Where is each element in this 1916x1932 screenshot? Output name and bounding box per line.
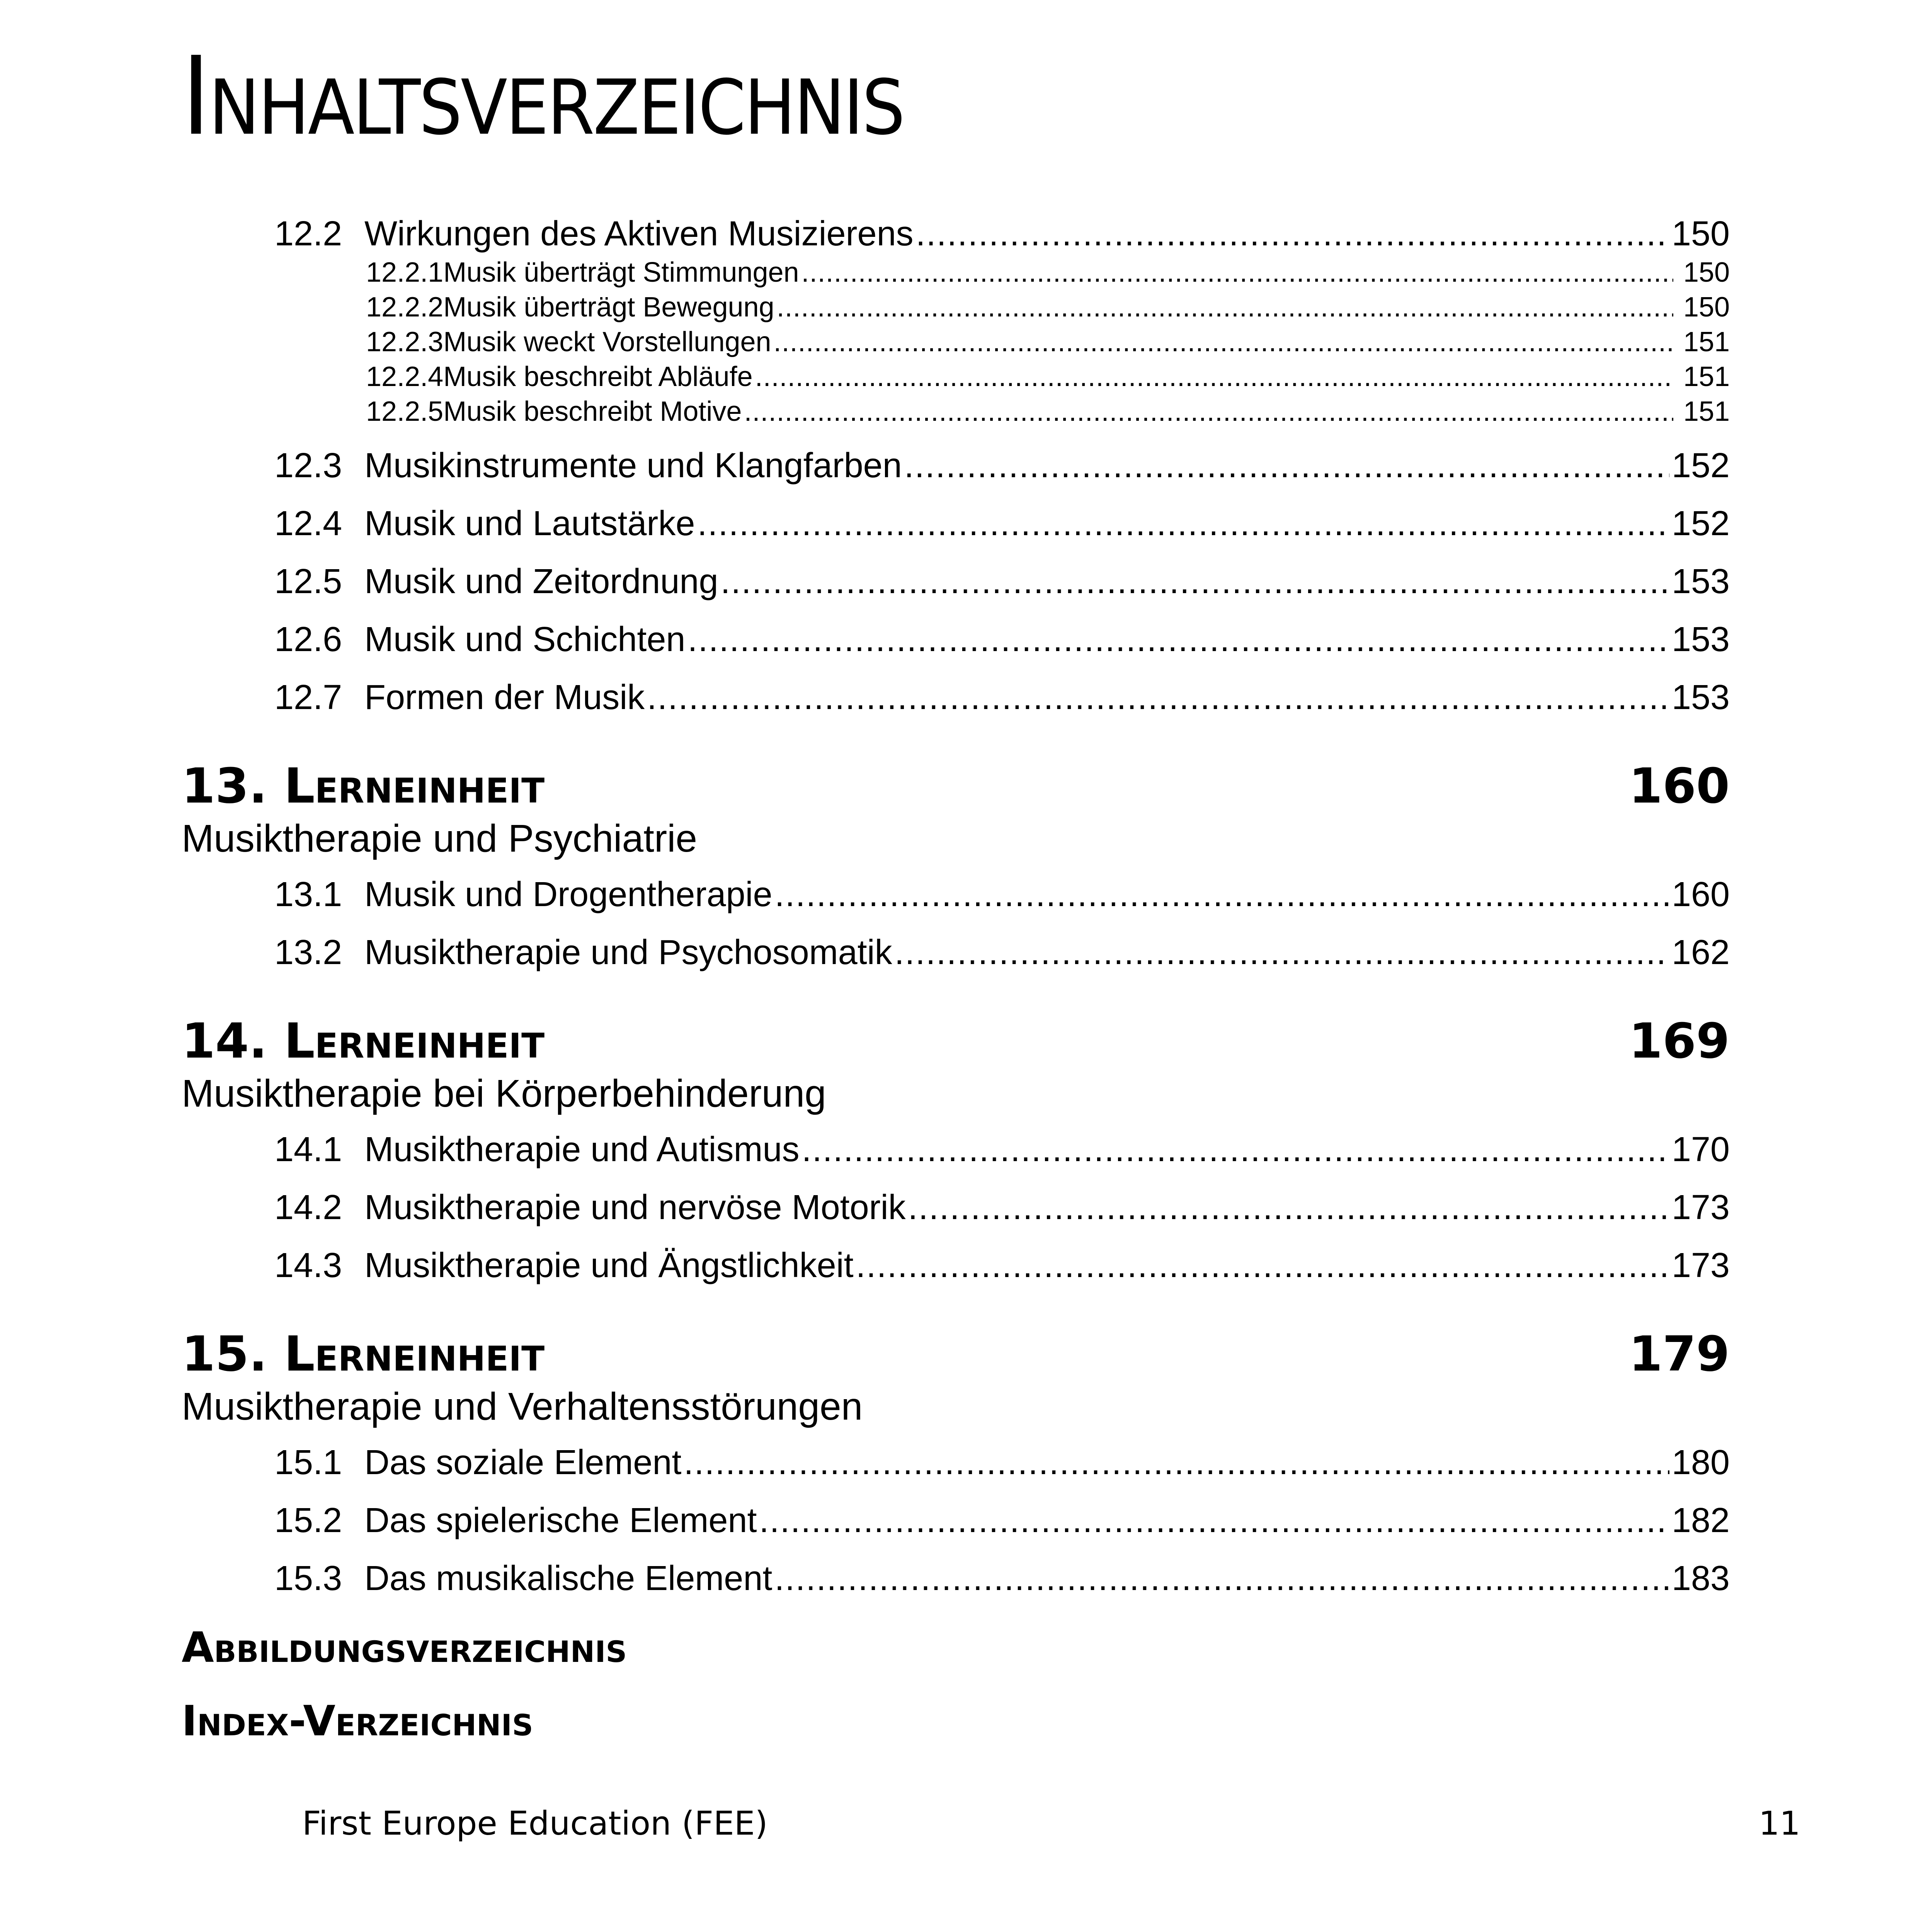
entry-page: 182 [1671,1501,1730,1540]
entry-number: 14.2 [274,1188,342,1227]
dot-leader [802,1128,1669,1171]
entry-number: 12.2 [274,214,342,253]
entry-page: 180 [1671,1443,1730,1482]
entry-page: 151 [1683,396,1730,427]
dot-leader [856,1244,1669,1287]
subentry-list [182,255,1730,429]
page-footer [302,1804,1800,1843]
entry-number: 12.2.5 [366,396,444,427]
entry-number: 14.1 [274,1130,342,1169]
entry-page: 160 [1671,875,1730,914]
entry-label: Formen der Musik [364,678,645,717]
chapter-subtitle: Musiktherapie und Verhaltensstörungen [182,1385,863,1428]
entry-label: Musik überträgt Stimmungen [443,257,799,288]
chapter-heading[interactable] [182,757,1730,815]
entry-label: Musiktherapie und Psychosomatik [364,933,892,972]
chapter-heading[interactable] [182,1012,1730,1070]
entry-number: 14.3 [274,1246,342,1285]
entry-label: Musik und Lautstärke [364,504,695,543]
toc-entry[interactable] [274,502,1730,545]
entry-page: 150 [1683,292,1730,323]
entry-number: 13.1 [274,875,342,914]
toc-subentry[interactable] [366,394,1730,429]
chapter-heading[interactable] [182,1325,1730,1383]
toc-entry[interactable] [274,931,1730,974]
footer-page-number: 11 [1758,1804,1800,1843]
dot-leader [744,394,1673,429]
toc-entry[interactable] [274,676,1730,719]
entry-page: 152 [1671,504,1730,543]
entry-page: 151 [1683,361,1730,392]
toc-entry[interactable] [274,618,1730,661]
toc-subentry[interactable] [366,359,1730,394]
entry-label: Musik und Zeitordnung [364,562,718,601]
entry-label: Musiktherapie und nervöse Motorik [364,1188,906,1227]
entry-number: 12.2.3 [366,327,444,357]
entry-page: 150 [1671,214,1730,253]
entry-page: 151 [1683,327,1730,357]
entry-number: 12.2.2 [366,292,444,323]
dot-leader [916,213,1669,255]
toc-entry[interactable] [274,873,1730,916]
toc-subentry[interactable] [366,290,1730,325]
chapter-subtitle: Musiktherapie und Psychiatrie [182,817,697,860]
toc-entry[interactable] [274,213,1730,255]
entry-label: Wirkungen des Aktiven Musizierens [364,214,914,253]
toc-entry[interactable] [274,1186,1730,1229]
dot-leader [895,931,1669,974]
footer-publisher: First Europe Education (FEE) [302,1804,768,1843]
chapter-14 [182,1012,1730,1287]
dot-leader [684,1441,1669,1484]
entry-page: 170 [1671,1130,1730,1169]
entry-number: 12.4 [274,504,342,543]
entry-number: 12.7 [274,678,342,717]
entry-label: Musikinstrumente und Klangfarben [364,446,902,485]
page-title: Inhaltsverzeichnis [182,34,904,160]
chapter-subtitle: Musiktherapie bei Körperbehinderung [182,1072,826,1115]
entry-page: 153 [1671,678,1730,717]
entry-page: 153 [1671,562,1730,601]
chapter-page: 160 [1629,758,1730,814]
entry-label: Das soziale Element [364,1443,682,1482]
dot-leader [647,676,1669,719]
entry-label: Musik weckt Vorstellungen [443,327,771,357]
entry-page: 162 [1671,933,1730,972]
entry-label: Musik überträgt Bewegung [443,292,774,323]
entry-number: 15.3 [274,1559,342,1598]
entry-page: 173 [1671,1188,1730,1227]
dot-leader [697,502,1669,545]
entry-number: 12.2.1 [366,257,444,288]
entry-number: 12.6 [274,620,342,659]
dot-leader [721,560,1669,603]
index-verzeichnis-heading[interactable]: Index-Verzeichnis [182,1697,533,1745]
dot-leader [777,290,1673,325]
entry-label: Musiktherapie und Ängstlichkeit [364,1246,854,1285]
dot-leader [801,255,1673,290]
entry-label: Musik beschreibt Motive [443,396,742,427]
entry-page: 153 [1671,620,1730,659]
dot-leader [755,359,1673,394]
entry-page: 173 [1671,1246,1730,1285]
dot-leader [774,1557,1669,1600]
entry-page: 183 [1671,1559,1730,1598]
chapter-label: 14. Lerneinheit [182,1013,545,1069]
toc-entry[interactable] [274,1128,1730,1171]
dot-leader [774,325,1673,359]
chapter-13 [182,757,1730,974]
toc-entry[interactable] [274,560,1730,603]
entry-number: 12.2.4 [366,361,444,392]
dot-leader [908,1186,1669,1229]
toc-entry[interactable] [274,1499,1730,1542]
toc-subentry[interactable] [366,325,1730,359]
chapter-page: 169 [1629,1013,1730,1069]
chapter-label: 13. Lerneinheit [182,758,545,814]
toc-entry[interactable] [274,1441,1730,1484]
entry-number: 15.1 [274,1443,342,1482]
abbildungsverzeichnis-heading[interactable]: Abbildungsverzeichnis [182,1624,627,1672]
dot-leader [904,444,1669,487]
toc-entry[interactable] [274,1244,1730,1287]
entry-number: 12.5 [274,562,342,601]
dot-leader [687,618,1669,661]
toc-subentry[interactable] [366,255,1730,290]
entry-page: 150 [1683,257,1730,288]
chapter-15 [182,1325,1730,1600]
entry-label: Musik und Drogentherapie [364,875,773,914]
entry-label: Musiktherapie und Autismus [364,1130,800,1169]
entry-label: Musik beschreibt Abläufe [443,361,753,392]
entry-number: 15.2 [274,1501,342,1540]
entry-number: 12.3 [274,446,342,485]
dot-leader [759,1499,1669,1542]
entry-label: Das spielerische Element [364,1501,757,1540]
entry-page: 152 [1671,446,1730,485]
toc-entry[interactable] [274,1557,1730,1600]
entry-label: Das musikalische Element [364,1559,773,1598]
entry-label: Musik und Schichten [364,620,686,659]
toc-entry[interactable] [274,444,1730,487]
dot-leader [775,873,1669,916]
chapter-label: 15. Lerneinheit [182,1326,545,1382]
entry-number: 13.2 [274,933,342,972]
chapter-page: 179 [1629,1326,1730,1382]
